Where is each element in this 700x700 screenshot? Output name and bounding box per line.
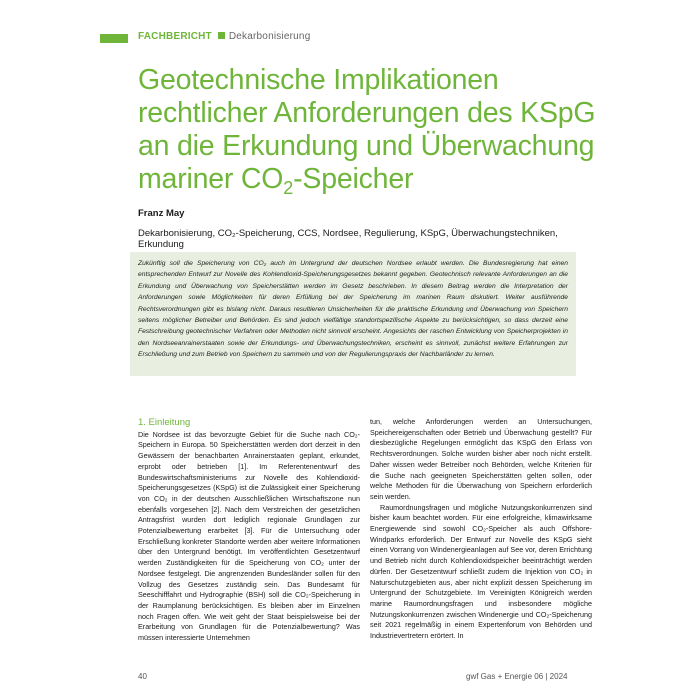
section-header <box>138 31 310 42</box>
section-heading: 1. Einleitung <box>138 417 191 428</box>
title-line-2: rechtlicher Anforderungen des KSpG <box>138 97 596 129</box>
article-title <box>138 64 618 196</box>
body-paragraph: Raumordnungsfragen und mögliche Nutzungskonkurrenzen sind bisher kaum beachtet worden. Für eine erfolgreiche, klimawirksame Energiewende sind sowohl CO₂-Speicher als auch Offshore-Windparks erforderlich. Der Entwurf zur Novelle des KSpG sieht einen Vorrang von Windenergieanlagen auf See vor, deren Errichtung und Betrieb nicht durch Kohlendioxidspeicher beeinträchtigt werden dürfen. Der Gesetzentwurf schließt zudem die Injektion von CO₂ in Naturschutzgebieten aus, aber nicht explizit dessen Speicherung im Untergrund der Schutzgebiete. Im Vereinigten Königreich werden marine Raumordnungsfragen und insbesondere mögliche Nutzungskonkurrenzen zwischen Windenergie und CO₂-Speicherung seit 2021 regelmäßig in einem Expertenforum von Behörden und Industrievertretern erörtert. In <box>370 502 592 641</box>
author: Franz May <box>138 208 185 219</box>
page-number: 40 <box>138 672 147 681</box>
body-paragraph: Die Nordsee ist das bevorzugte Gebiet für die Suche nach CO₂-Speichern in Europa. 50 Speicherstätten werden dort derzeit in den Gewässern der benachbarten Anrainerstaaten geplant, erkundet, erprobt oder betrieben [1]. Im Referentenentwurf des Bundeswirtschaftsministeriums zur Novelle des Kohlendioxid-Speicherungsgesetzes (KSpG) ist die Zulässigkeit einer Speicherung von CO₂ in der deutschen Ausschließlichen Wirtschaftszone nun ebenfalls vorgesehen [2]. Nach dem Verstreichen der gesetzlichen Antragsfrist wurden dort lediglich regionale Grundlagen zur Potenzialbewertung erarbeitet [3]. Für die Untersuchung oder Erschließung konkreter Standorte werden aber weitere Informationen über den Untergrund benötigt. Im veröffentlichten Gesetzentwurf werden Zuständigkeiten für die Speicherung von CO₂ unter der Nordsee festgelegt. Die angrenzenden Bundesländer sollen für den Vollzug des Gesetzes zuständig sein. Das Bundesamt für Seeschifffahrt und Hydrographie (BSH) soll die CO₂-Speicherung in der Raumplanung berücksichtigen. Es bleiben aber im Einzelnen noch Fragen offen. Wie weit geht der Staat beispielsweise bei der Erarbeitung von Grundlagen für die Potenzialbewertung? Was müssen interessierte Unternehmen <box>138 429 360 643</box>
column-right <box>370 417 592 642</box>
title-line-4-pre: mariner CO <box>138 163 284 195</box>
title-line-3: an die Erkundung und Überwachung <box>138 130 595 162</box>
abstract: Zukünftig soll die Speicherung von CO₂ auch im Untergrund der deutschen Nordsee erlaubt werden. Die Bundesregierung hat einen entsprechenden Entwurf zur Novelle des Kohlendioxid-Speicherungsgesetzes bekannt gegeben. Geotechnisch relevante Anforderungen an die Erkundung und Überwachung von Speicherstätten werden im Gesetz beschrieben. In diesem Beitrag werden die Interpretation der Anforderungen sowie Möglichkeiten für deren Erfüllung bei der Speicherung im marinen Raum diskutiert. Weiter ausführende Rechtsverordnungen gibt es bislang nicht. Daraus resultieren Unsicherheiten für die praktische Erkundung und Überwachung von Speichern seitens möglicher Betreiber und Behörden. Es sind jedoch vielfältige standortspezifische Aspekte zu berücksichtigen, so dass derzeit eine Festschreibung geotechnischer Verfahren oder Methoden nicht sinnvoll erscheint. Angesichts der raschen Entwicklung von Speicherprojekten in den Nordseeanrainerstaaten sowie der Erkundungs- und Überwachungstechniken, erscheint es sinnvoll, zunächst weitere Erfahrungen zur Erschließung und zum Betrieb von Speichern zu sammeln und von der Regulierungspraxis der Nachbarländer zu lernen. <box>130 252 576 376</box>
title-line-4-post: -Speicher <box>293 163 414 195</box>
keywords: Dekarbonisierung, CO₂-Speicherung, CCS, Nordsee, Regulierung, KSpG, Überwachungstechniken, Erkundung <box>138 228 558 250</box>
title-line-1: Geotechnische Implikationen <box>138 64 499 96</box>
category-label: Dekarbonisierung <box>228 31 311 42</box>
separator-square <box>218 32 225 39</box>
section-label: FACHBERICHT <box>138 31 212 42</box>
title-line-4-sub: 2 <box>283 178 294 198</box>
header-accent-bar <box>100 34 128 43</box>
column-left <box>138 418 360 644</box>
journal-issue: gwf Gas + Energie 06 | 2024 <box>466 672 568 681</box>
body-paragraph: tun, welche Anforderungen werden an Untersuchungen, Speichereigenschaften oder Betrieb und Überwachung gestellt? Für diesbezügliche Regelungen ermöglicht das KSpG den Erlass von Rechtsverordnungen. Solche wurden bisher aber noch nicht erstellt. Daher wissen weder Betreiber noch Behörden, welche Kriterien für die Suche nach geeigneten Speicherstätten gelten sollen, oder welche Methoden für die Überwachung von Speichern erforderlich sein werden. <box>370 417 592 501</box>
